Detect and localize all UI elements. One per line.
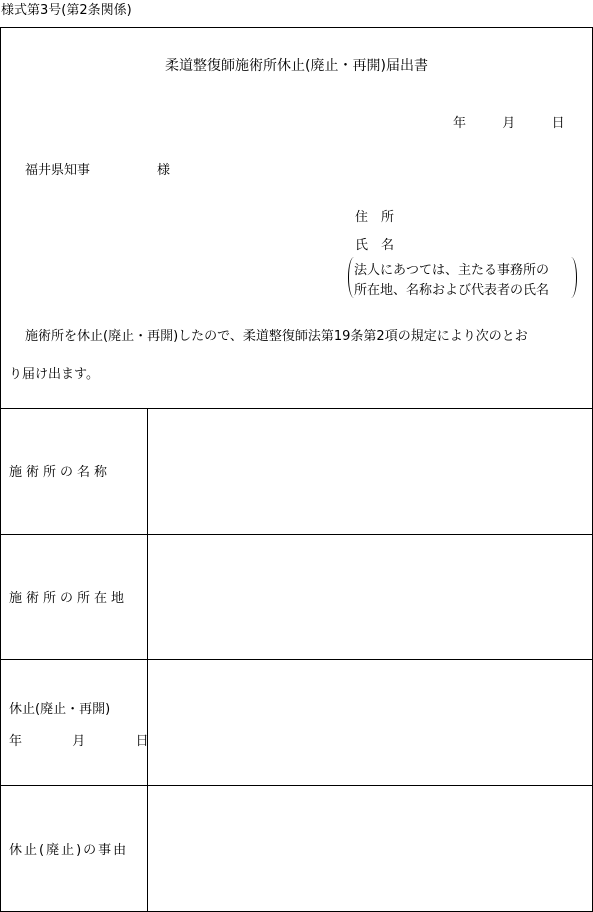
date-year-label: 年 <box>9 734 23 749</box>
addressee: 福井県知事 <box>25 163 91 178</box>
form-number-label: 様式第3号(第2条関係) <box>1 3 132 18</box>
document-title: 柔道整復師施術所休止(廃止・再開)届出書 <box>165 58 428 74</box>
date-day-label: 日 <box>135 734 149 749</box>
form-frame <box>0 27 593 912</box>
address-label: 住 所 <box>355 210 395 225</box>
date-line <box>453 112 565 131</box>
row-divider <box>1 785 592 786</box>
row-label-facility-location: 施術所の所在地 <box>9 591 129 606</box>
column-divider <box>147 408 148 911</box>
corporation-note <box>348 257 577 298</box>
date-day-label: 日 <box>551 116 565 131</box>
honorific: 様 <box>157 163 171 178</box>
name-label: 氏 名 <box>355 238 395 253</box>
suspension-date-field[interactable] <box>151 663 587 781</box>
reason-field[interactable] <box>151 789 587 907</box>
facility-location-field[interactable] <box>151 538 587 655</box>
note-line-1: 法人にあつては、主たる事務所の <box>354 263 550 278</box>
row-label-reason: 休止(廃止)の事由 <box>9 843 129 858</box>
note-line-2: 所在地、名称および代表者の氏名 <box>354 283 550 298</box>
table-top-rule <box>1 408 592 409</box>
row-divider <box>1 659 592 660</box>
date-month-label: 月 <box>502 116 516 131</box>
body-text-line-1: 施術所を休止(廃止・再開)したので、柔道整復師法第19条第2項の規定により次のとお <box>25 329 528 344</box>
row-divider <box>1 534 592 535</box>
facility-name-field[interactable] <box>151 412 587 530</box>
right-bracket <box>568 257 577 298</box>
date-month-label: 月 <box>72 734 86 749</box>
row-label-facility-name: 施術所の名称 <box>9 465 112 480</box>
body-text-line-2: り届け出ます。 <box>9 367 99 382</box>
row-label-suspension-date <box>9 730 149 749</box>
row-label-suspension: 休止(廃止・再開) <box>9 702 111 717</box>
date-year-label: 年 <box>453 116 467 131</box>
